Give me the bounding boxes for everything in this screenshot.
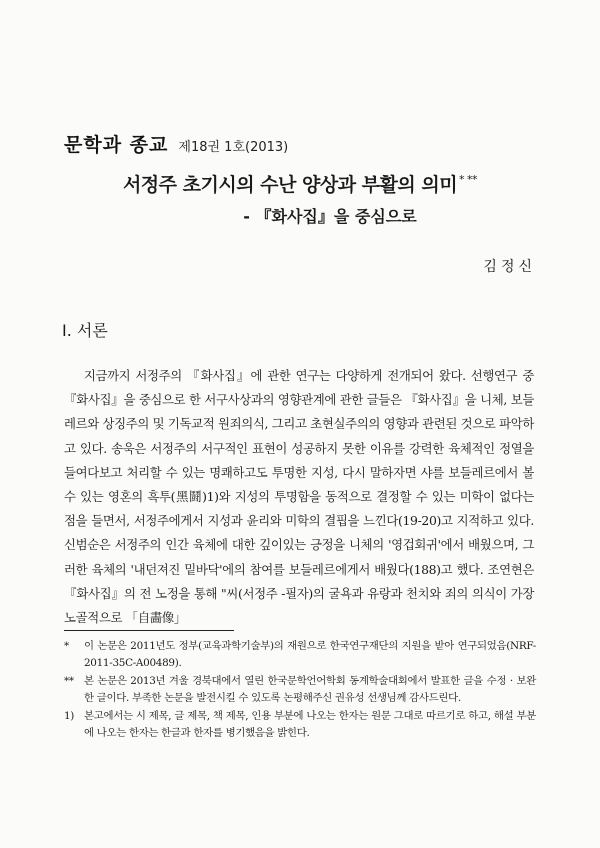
footnote-mark: ** [64,674,74,687]
author-name: 김정신 [483,259,536,275]
footnote [64,638,536,673]
footnote-text: 본 논문은 2013년 겨울 경북대에서 열린 한국문학언어학회 동계학술대회에서 발표한 글을 수정 · 보완한 글이다. 부족한 논문을 발전시킬 수 있도록 논평해주신 권유성 선생님께 감사드린다. [84,674,536,705]
footnote-mark: 1) [64,709,75,722]
journal-logo: 문학과 종교 [64,134,169,156]
article-title: 서정주 초기시의 수난 양상과 부활의 의미 [122,174,458,196]
journal-header [64,130,288,157]
footnote-divider [64,630,234,631]
title-footnote-mark: * ** [459,173,478,186]
body-text [64,364,534,630]
footnote-mark: * [64,640,69,652]
article-title-block [0,170,600,197]
footnotes [64,638,536,742]
section-heading: Ⅰ. 서론 [62,321,108,340]
article-subtitle: - 『화사집』을 중심으로 [243,207,417,226]
body-paragraph: 지금까지 서정주의 『화사집』에 관한 연구는 다양하게 전개되어 왔다. 선행연구 중 『화사집』을 중심으로 한 서구사상과의 영향관계에 관한 글들은 『화사집』을 니체, 보들레르와 상징주의 및 기독교적 원죄의식, 그리고 초현실주의의 영향과 관련된 것으로 파악하고 있다. 송욱은 서정주의 서구적인 표현이 성공하지 못한 이유를 강력한 육체적인 정열을 들여다보고 처리할 수 있는 명쾌하고도 투명한 지성, 다시 말하자면 샤를 보들레르에서 볼 수 있는 영혼의 흑투(黑鬪)1)와 지성의 투명함을 동적으로 결정할 수 있는 미학이 없다는 점을 들면서, 서정주에게서 지성과 윤리와 미학의 결핍을 느낀다(19-20)고 지적하고 있다. 신범순은 서정주의 인간 육체에 대한 깊이있는 긍정을 니체의 '영겁회귀'에서 배웠으며, 그러한 육체의 '내던져진 밑바닥'에의 참여를 보들레르에게서 배웠다(188)고 했다. 조연현은 『화사집』의 전 노정을 통해 "씨(서정주 -필자)의 굴욕과 유랑과 천치와 죄의 의식이 가장 노골적으로 「自畵像」 [64,368,534,626]
footnote-text: 이 논문은 2011년도 정부(교육과학기술부)의 재원으로 한국연구재단의 지원을 받아 연구되었음(NRF-2011-35C-A00489). [84,640,536,670]
issue-info: 제18권 1호(2013) [178,140,289,155]
footnote [64,708,536,743]
footnote [64,673,536,708]
footnote-text: 본고에서는 시 제목, 글 제목, 책 제목, 인용 부분에 나오는 한자는 원문 그대로 따르기로 하고, 해설 부분에 나오는 한자는 한글과 한자를 병기했음을 밝힌다. [84,709,536,740]
